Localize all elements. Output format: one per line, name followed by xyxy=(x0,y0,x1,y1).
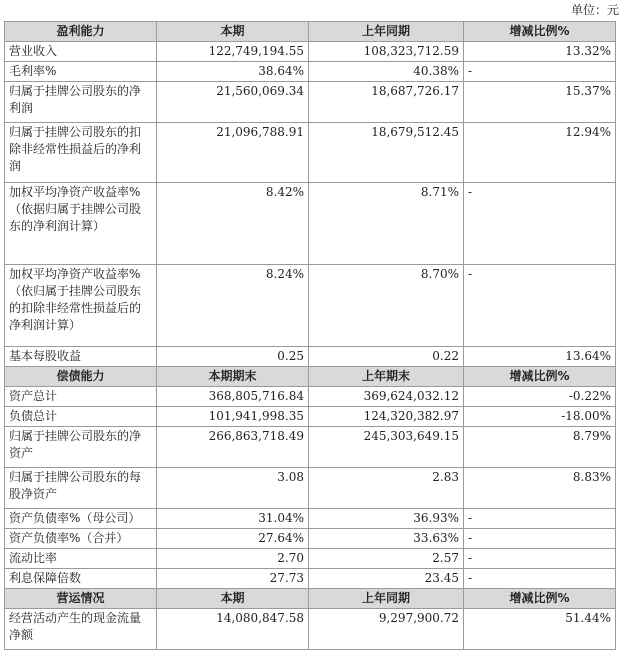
current-value: 122,749,194.55 xyxy=(157,42,309,62)
header-cell: 增减比例% xyxy=(464,22,616,42)
table-row xyxy=(5,468,616,509)
prior-value: 0.22 xyxy=(309,347,464,367)
change-value: - xyxy=(464,62,616,82)
header-cell: 本期 xyxy=(157,589,309,609)
section-header-profitability xyxy=(5,22,616,42)
header-cell: 增减比例% xyxy=(464,367,616,387)
row-label: 归属于挂牌公司股东的每股净资产 xyxy=(5,468,157,509)
prior-value: 124,320,382.97 xyxy=(309,407,464,427)
table-row xyxy=(5,62,616,82)
header-cell: 上年同期 xyxy=(309,22,464,42)
prior-value: 18,687,726.17 xyxy=(309,82,464,123)
current-value: 368,805,716.84 xyxy=(157,387,309,407)
current-value: 21,560,069.34 xyxy=(157,82,309,123)
current-value: 38.64% xyxy=(157,62,309,82)
current-value: 2.70 xyxy=(157,549,309,569)
unit-label: 单位：元 xyxy=(570,3,619,17)
prior-value: 8.70% xyxy=(309,265,464,347)
row-label: 归属于挂牌公司股东的净资产 xyxy=(5,427,157,468)
table-row xyxy=(5,549,616,569)
row-label: 利息保障倍数 xyxy=(5,569,157,589)
change-value: - xyxy=(464,529,616,549)
current-value: 266,863,718.49 xyxy=(157,427,309,468)
current-value: 0.25 xyxy=(157,347,309,367)
current-value: 8.24% xyxy=(157,265,309,347)
prior-value: 2.83 xyxy=(309,468,464,509)
header-cell: 本期 xyxy=(157,22,309,42)
prior-value: 40.38% xyxy=(309,62,464,82)
current-value: 14,080,847.58 xyxy=(157,609,309,650)
header-cell: 上年期末 xyxy=(309,367,464,387)
table-row xyxy=(5,427,616,468)
header-cell: 本期期末 xyxy=(157,367,309,387)
change-value: - xyxy=(464,265,616,347)
header-cell: 偿债能力 xyxy=(5,367,157,387)
header-cell: 盈利能力 xyxy=(5,22,157,42)
row-label: 加权平均净资产收益率%（依归属于挂牌公司股东的扣除非经常性损益后的净利润计算） xyxy=(5,265,157,347)
table-row xyxy=(5,265,616,347)
row-label: 资产总计 xyxy=(5,387,157,407)
table-row xyxy=(5,347,616,367)
table-row xyxy=(5,509,616,529)
prior-value: 18,679,512.45 xyxy=(309,123,464,183)
change-value: 8.79% xyxy=(464,427,616,468)
change-value: 13.64% xyxy=(464,347,616,367)
prior-value: 369,624,032.12 xyxy=(309,387,464,407)
table-row xyxy=(5,42,616,62)
prior-value: 33.63% xyxy=(309,529,464,549)
prior-value: 108,323,712.59 xyxy=(309,42,464,62)
current-value: 21,096,788.91 xyxy=(157,123,309,183)
change-value: 12.94% xyxy=(464,123,616,183)
table-row xyxy=(5,82,616,123)
row-label: 资产负债率%（合并） xyxy=(5,529,157,549)
row-label: 加权平均净资产收益率%（依据归属于挂牌公司股东的净利润计算） xyxy=(5,183,157,265)
change-value: - xyxy=(464,509,616,529)
current-value: 31.04% xyxy=(157,509,309,529)
header-cell: 上年同期 xyxy=(309,589,464,609)
row-label: 基本每股收益 xyxy=(5,347,157,367)
change-value: 15.37% xyxy=(464,82,616,123)
row-label: 资产负债率%（母公司） xyxy=(5,509,157,529)
change-value: -18.00% xyxy=(464,407,616,427)
prior-value: 2.57 xyxy=(309,549,464,569)
change-value: -0.22% xyxy=(464,387,616,407)
change-value: 8.83% xyxy=(464,468,616,509)
change-value: - xyxy=(464,183,616,265)
row-label: 负债总计 xyxy=(5,407,157,427)
prior-value: 23.45 xyxy=(309,569,464,589)
financial-indicators-table xyxy=(4,21,616,650)
row-label: 毛利率% xyxy=(5,62,157,82)
change-value: - xyxy=(464,549,616,569)
prior-value: 36.93% xyxy=(309,509,464,529)
prior-value: 245,303,649.15 xyxy=(309,427,464,468)
prior-value: 9,297,900.72 xyxy=(309,609,464,650)
table-row xyxy=(5,387,616,407)
table-row xyxy=(5,609,616,650)
row-label: 经营活动产生的现金流量净额 xyxy=(5,609,157,650)
current-value: 27.73 xyxy=(157,569,309,589)
header-cell: 增减比例% xyxy=(464,589,616,609)
header-cell: 营运情况 xyxy=(5,589,157,609)
table-row xyxy=(5,407,616,427)
change-value: - xyxy=(464,569,616,589)
change-value: 13.32% xyxy=(464,42,616,62)
current-value: 8.42% xyxy=(157,183,309,265)
current-value: 3.08 xyxy=(157,468,309,509)
row-label: 归属于挂牌公司股东的扣除非经常性损益后的净利润 xyxy=(5,123,157,183)
section-header-solvency xyxy=(5,367,616,387)
prior-value: 8.71% xyxy=(309,183,464,265)
table-row xyxy=(5,183,616,265)
table-row xyxy=(5,123,616,183)
row-label: 流动比率 xyxy=(5,549,157,569)
change-value: 51.44% xyxy=(464,609,616,650)
table-row xyxy=(5,569,616,589)
table-row xyxy=(5,529,616,549)
row-label: 营业收入 xyxy=(5,42,157,62)
current-value: 101,941,998.35 xyxy=(157,407,309,427)
section-header-operations xyxy=(5,589,616,609)
current-value: 27.64% xyxy=(157,529,309,549)
row-label: 归属于挂牌公司股东的净利润 xyxy=(5,82,157,123)
